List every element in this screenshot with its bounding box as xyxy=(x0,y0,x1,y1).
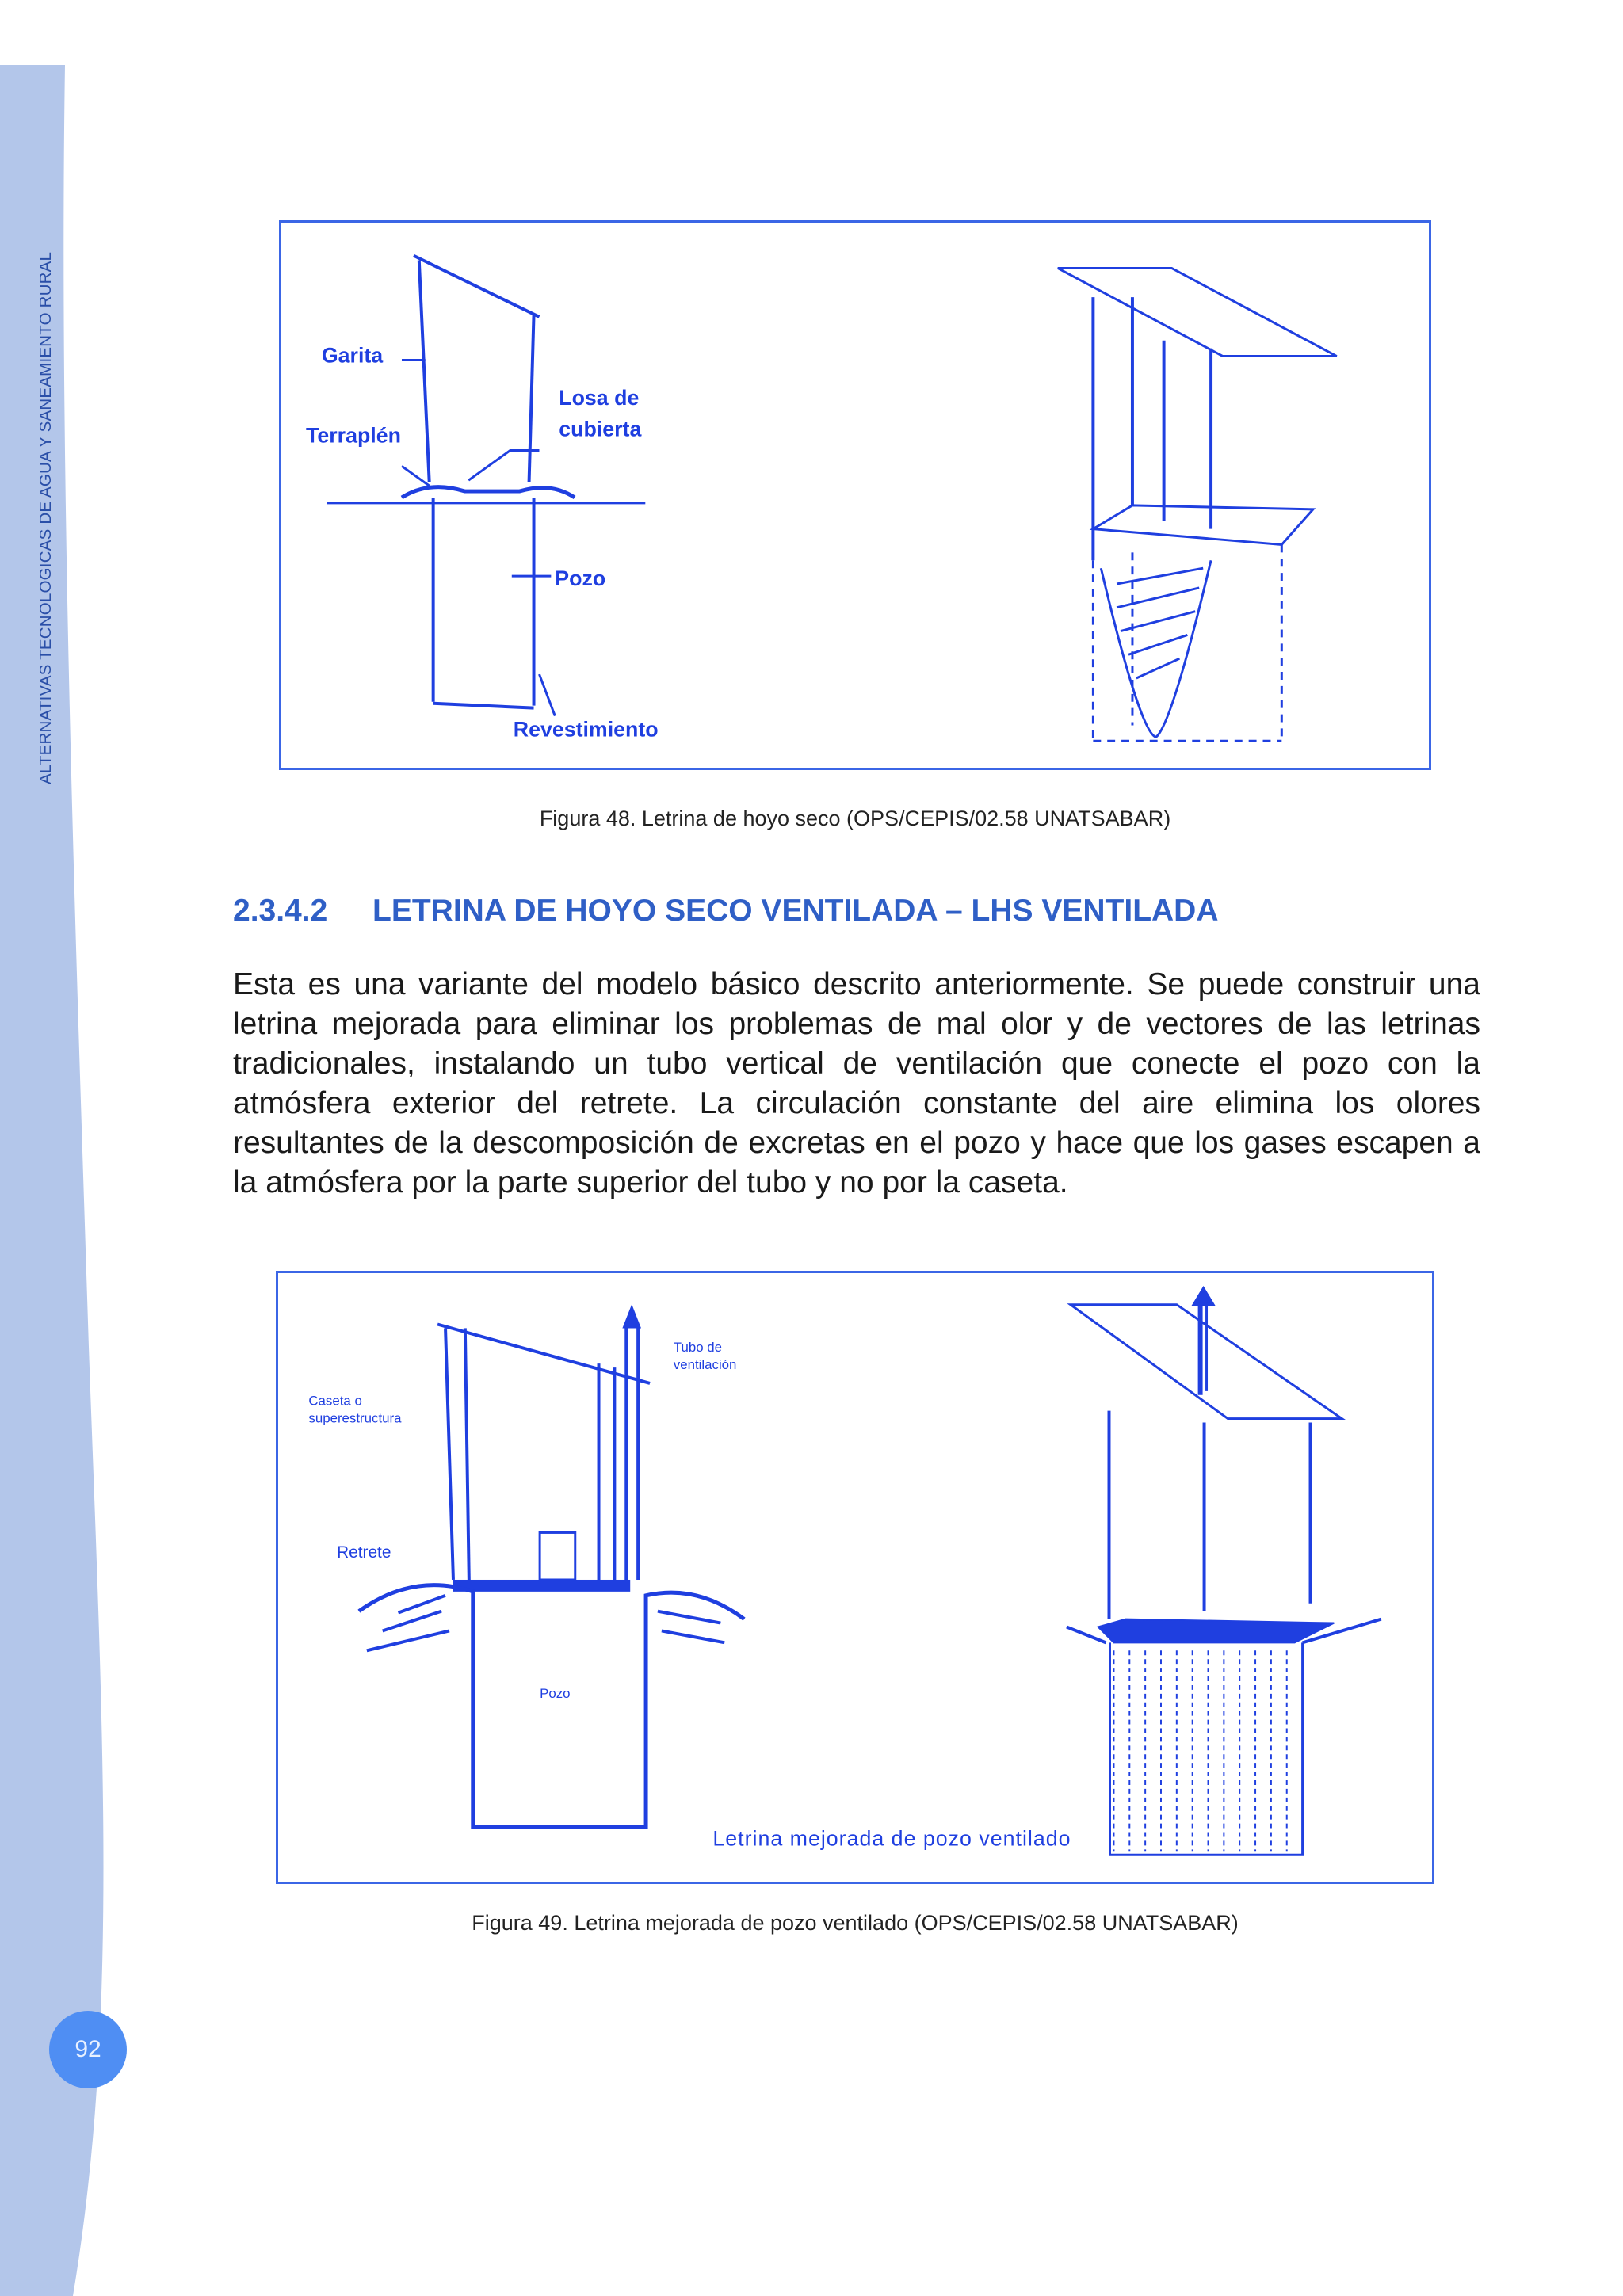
label-banner: Letrina mejorada de pozo ventilado xyxy=(712,1826,1071,1851)
figure-49-caption: Figura 49. Letrina mejorada de pozo ventilado (OPS/CEPIS/02.58 UNATSABAR) xyxy=(472,1911,1239,1935)
label-pozo: Pozo xyxy=(555,566,606,591)
figure-48-image xyxy=(279,220,1431,770)
label-tubo-1: Tubo de xyxy=(673,1340,723,1356)
section-number: 2.3.4.2 xyxy=(233,894,328,928)
label-revestimiento: Revestimiento xyxy=(513,717,659,742)
figure-49-drawing xyxy=(278,1273,1432,1882)
label-terraplen: Terraplén xyxy=(306,423,401,448)
figure-48-caption: Figura 48. Letrina de hoyo seco (OPS/CEPIS/02.58 UNATSABAR) xyxy=(539,807,1171,830)
label-caseta-1: Caseta o xyxy=(308,1393,362,1409)
label-losa-1: Losa de xyxy=(559,385,640,410)
sidebar-band xyxy=(0,0,127,2296)
section-title: LETRINA DE HOYO SECO VENTILADA – LHS VENTILADA xyxy=(372,894,1219,928)
label-caseta-2: superestructura xyxy=(308,1410,402,1426)
label-losa-2: cubierta xyxy=(559,417,642,441)
figure-49-image xyxy=(276,1271,1434,1884)
label-pozo-49: Pozo xyxy=(540,1685,571,1701)
section-heading xyxy=(233,894,1219,929)
figure-48-drawing xyxy=(281,223,1429,768)
label-garita: Garita xyxy=(321,343,384,368)
body-paragraph: Esta es una variante del modelo básico descrito anteriormente. Se puede construir una letrina mejorada para eliminar los problemas de mal olor y de vectores de las letrinas tradicionales, instalando un tubo vertical de ventilación que conecte el pozo con la atmósfera exterior del retrete. La circulación constante del aire elimina los olores resultantes de la descomposición de excretas en el pozo y hace que los gases escapen a la atmósfera por la parte superior del tubo y no por la caseta. xyxy=(233,967,1480,1199)
running-title: ALTERNATIVAS TECNOLOGICAS DE AGUA Y SANEAMIENTO RURAL xyxy=(36,251,55,784)
label-retrete: Retrete xyxy=(337,1543,391,1562)
label-tubo-2: ventilación xyxy=(673,1357,737,1373)
page-number: 92 xyxy=(49,2011,127,2088)
